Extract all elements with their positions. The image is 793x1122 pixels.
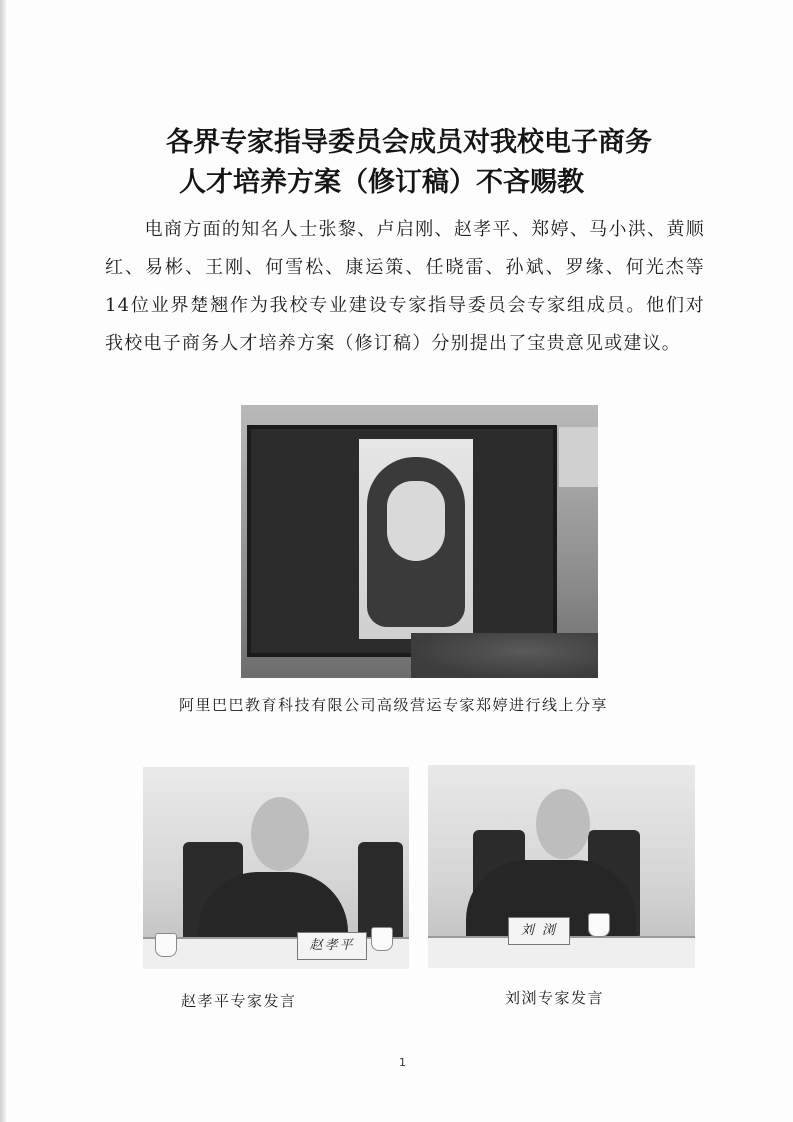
body-paragraph: 电商方面的知名人士张黎、卢启刚、赵孝平、郑婷、马小洪、黄顺红、易彬、王刚、何雪松、康运策、任晓雷、孙斌、罗缘、何光杰等14位业界楚翘作为我校专业建设专家指导委员会专家组成员。他们对我校电子商务人才培养方案（修订稿）分别提出了宝贵意见或建议。 xyxy=(105,219,705,354)
video-call-photo xyxy=(241,405,598,678)
left-photo-caption: 赵孝平专家发言 xyxy=(181,992,297,1010)
title-line-1: 各界专家指导委员会成员对我校电子商务 xyxy=(166,127,652,158)
main-photo-caption: 阿里巴巴教育科技有限公司高级营运专家郑婷进行线上分享 xyxy=(179,696,609,714)
right-photo-caption: 刘浏专家发言 xyxy=(505,989,605,1007)
speaker-photo-right xyxy=(428,765,695,968)
speaker-photo-left xyxy=(143,767,409,969)
page-edge xyxy=(0,0,6,1122)
nameplate-left: 赵孝平 xyxy=(297,932,367,960)
document-title xyxy=(100,123,720,203)
nameplate-right: 刘 浏 xyxy=(508,917,570,945)
page-number: 1 xyxy=(399,1056,406,1069)
monitor-screen xyxy=(247,425,557,657)
title-line-2: 人才培养方案（修订稿）不吝赐教 xyxy=(179,167,584,198)
